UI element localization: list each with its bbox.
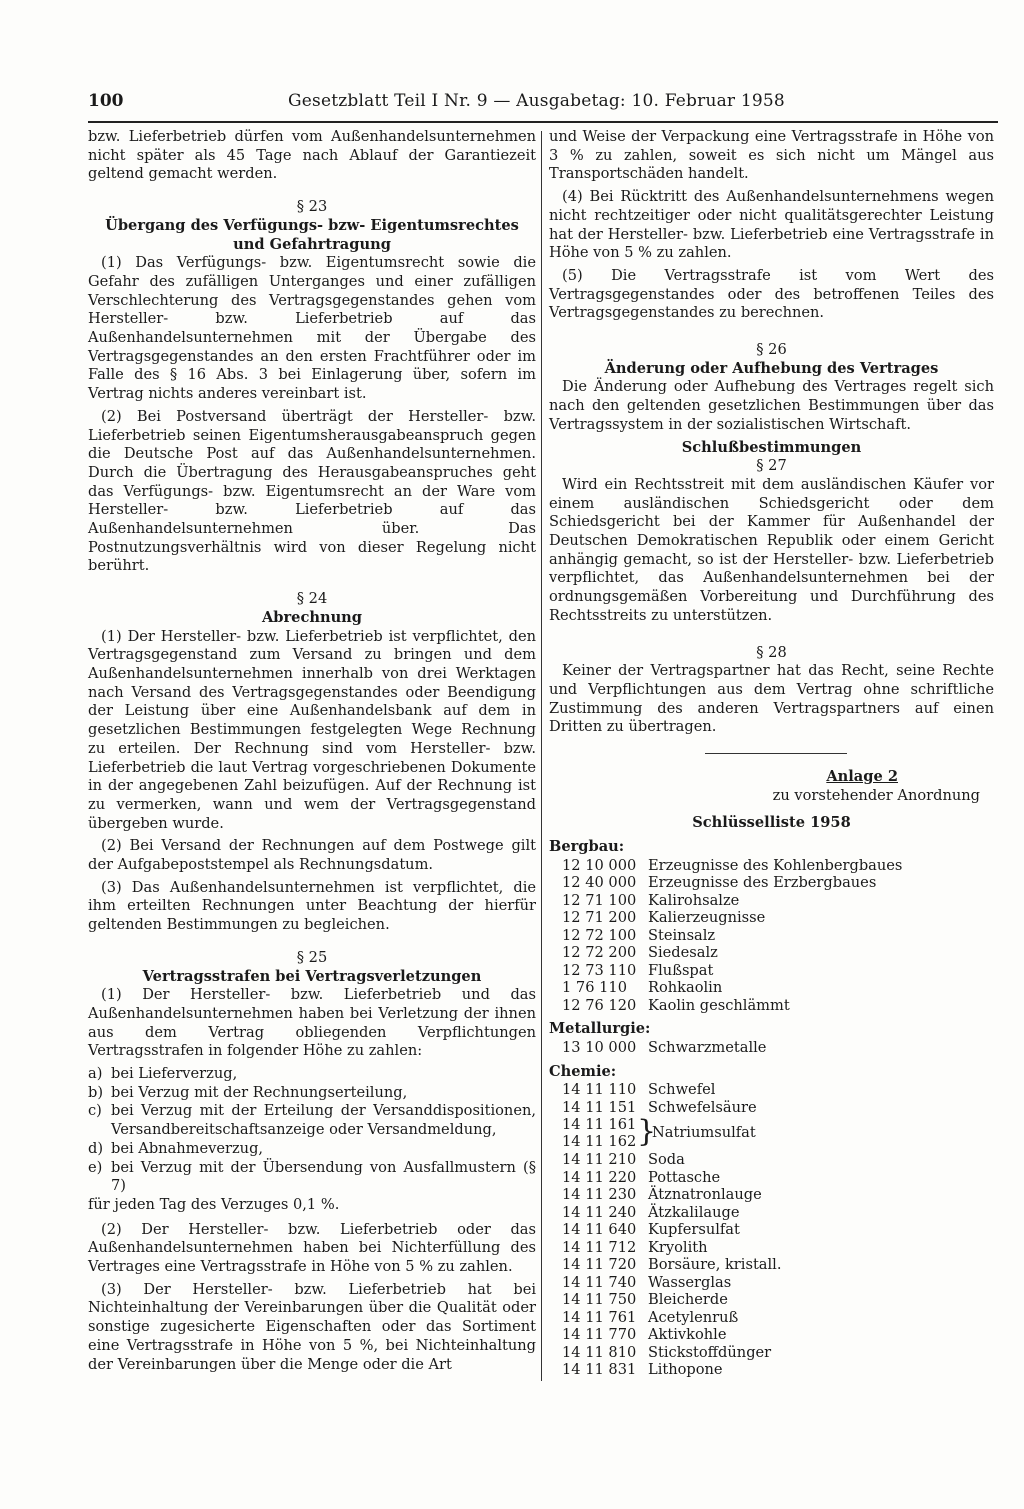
key-row: 12 72 200 Siedesalz xyxy=(562,944,718,962)
paragraph: (3) Der Hersteller- bzw. Lieferbetrieb hat bei Nichteinhaltung der Vereinbarungen über die Qualität oder sonstige zugesicherte Eigenschaften oder das Sortiment eine Vertragsstrafe in Höhe von 5 %, bei Nichteinhaltung der Vereinbarungen über die Menge oder die Art xyxy=(88,1280,536,1373)
section-25 xyxy=(88,949,536,1374)
section-number: § 24 xyxy=(296,590,328,608)
key-row: 13 10 000 Schwarzmetalle xyxy=(562,1039,767,1057)
key-row: 14 11 770 Aktivkohle xyxy=(562,1326,727,1344)
paragraph: (4) Bei Rücktritt des Außenhandelsunternehmens wegen nicht rechtzeitiger oder nicht qualitätsgerechter Leistung hat der Hersteller- bzw. Lieferbetrieb eine Vertragsstrafe in Höhe von 5 % zu zahlen. xyxy=(549,188,994,262)
key-row: 14 11 740 Wasserglas xyxy=(562,1273,732,1291)
section-title: Änderung oder Aufhebung des Vertrages xyxy=(604,359,939,377)
section-title: Abrechnung xyxy=(261,608,363,626)
paragraph: (3) Das Außenhandelsunternehmen ist verpflichtet, die ihm erteilten Rechnungen unter Beachtung der hierfür geltenden Bestimmungen zu begleichen. xyxy=(88,878,536,934)
key-row: 12 73 110 Flußspat xyxy=(562,961,714,979)
continued-paragraph: und Weise der Verpackung eine Vertragsstrafe in Höhe von 3 % zu zahlen, soweit es sich nicht um Mängel aus Transportschäden handelt. xyxy=(549,128,994,183)
key-row: 14 11 210 Soda xyxy=(562,1151,685,1169)
key-row: 12 40 000 Erzeugnisse des Erzbergbaues xyxy=(562,874,877,892)
list-item: a) bei Lieferverzug, xyxy=(88,1065,238,1083)
key-row: 1 76 110 Rohkaolin xyxy=(562,979,723,997)
key-row: 14 11 810 Stickstoffdünger xyxy=(562,1343,772,1361)
section-26 xyxy=(549,341,994,435)
intro-paragraph: bzw. Lieferbetrieb dürfen vom Außenhandelsunternehmen nicht später als 45 Tage nach Ablauf der Garantiezeit geltend gemacht werden. xyxy=(88,128,536,183)
group-label-metallurgie: Metallurgie: xyxy=(549,1020,651,1038)
group-label-chemie: Chemie: xyxy=(549,1062,617,1080)
final-provisions-heading: Schlußbestimmungen xyxy=(681,438,862,456)
key-list-title: Schlüsselliste 1958 xyxy=(692,813,851,831)
key-row: 12 71 200 Kalierzeugnisse xyxy=(562,909,766,927)
key-row: 14 11 220 Pottasche xyxy=(562,1168,721,1186)
paragraph: (1) Der Hersteller- bzw. Lieferbetrieb ist verpflichtet, den Vertragsgegenstand zum Versand zu bringen und dem Außenhandelsunternehmen innerhalb von drei Werktagen nach Versand des Vertragsgegenstandes oder Beendigung der Leistung über eine Außenhandelsbank auf dem in gesetzlichen Bestimmungen festgelegten Wege Rechnung zu erteilen. Der Rechnung sind vom Hersteller- bzw. Lieferbetrieb die laut Vertrag vorgeschriebenen Dokumente in der angegebenen Zahl beizufügen. Auf der Rechnung ist zu vermerken, wann und wem der Vertragsgegenstand übergeben wurde. xyxy=(88,627,536,832)
left-column xyxy=(88,128,536,1378)
section-title: Vertragsstrafen bei Vertragsverletzungen xyxy=(142,967,482,985)
section-number: § 23 xyxy=(296,198,328,216)
paragraph: (2) Bei Versand der Rechnungen auf dem Postwege gilt der Aufgabepoststempel als Rechnungsdatum. xyxy=(88,837,536,874)
paragraph: (1) Der Hersteller- bzw. Lieferbetrieb und das Außenhandelsunternehmen haben bei Verletzung der ihnen aus dem Vertrag obliegenden Verpflichtungen Vertragsstrafen in folgender Höhe zu zahlen: xyxy=(88,986,536,1060)
key-row-braced: 14 11 161 14 11 162 } Natriumsulfat xyxy=(562,1114,756,1151)
annex-title: Anlage 2 xyxy=(826,768,898,786)
paragraph: Wird ein Rechtsstreit mit dem ausländischen Käufer vor einem ausländischen Schiedsgericht oder dem Schiedsgericht bei der Kammer für Außenhandel der Deutschen Demokratischen Republik oder einem Gericht anhängig gemacht, so ist der Hersteller- bzw. Lieferbetrieb verpflichtet, das Außenhandelsunternehmen bei der ordnungsgemäßen Vorbereitung und Durchführung des Rechtsstreits zu unterstützen. xyxy=(549,475,994,624)
section-23 xyxy=(88,198,536,576)
page-header xyxy=(88,86,788,116)
paragraph: (1) Das Verfügungs- bzw. Eigentumsrecht sowie die Gefahr des zufälligen Unterganges und einer zufälligen Verschlechterung des Vertragsgegenstandes gehen vom Hersteller- bzw. Lieferbetrieb auf das Außenhandelsunternehmen mit der Übergabe des Vertragsgegenstandes an den ersten Frachtführer oder im Falle des § 16 Abs. 3 bei Einlagerung über, sofern im Vertrag nichts anderes vereinbart ist. xyxy=(88,254,536,403)
paragraph: (2) Der Hersteller- bzw. Lieferbetrieb oder das Außenhandelsunternehmen haben bei Nichterfüllung des Vertrages eine Vertragsstrafe in Höhe von 5 % zu zahlen. xyxy=(88,1220,536,1276)
paragraph: (2) Bei Postversand überträgt der Hersteller- bzw. Lieferbetrieb seinen Eigentumsherausgabeanspruch gegen die Deutsche Post auf das Außenhandelsunternehmen. Durch die Übertragung des Herausgabeanspruches geht das Verfügungs- bzw. Eigentumsrecht an der Ware vom Hersteller- bzw. Lieferbetrieb auf das Außenhandelsunternehmen über. Das Postnutzungsverhältnis wird von dieser Regelung nicht berührt. xyxy=(88,407,536,575)
list-item: d) bei Abnahmeverzug, xyxy=(88,1139,264,1157)
penalty-list xyxy=(88,1065,536,1196)
key-row: 14 11 712 Kryolith xyxy=(562,1238,708,1256)
list-item: b) bei Verzug mit der Rechnungserteilung, xyxy=(88,1083,408,1101)
section-number: § 28 xyxy=(756,643,787,661)
right-column xyxy=(549,128,994,1379)
key-row: 14 11 831 Lithopone xyxy=(562,1361,723,1379)
paragraph: Die Änderung oder Aufhebung des Vertrages regelt sich nach den geltenden gesetzlichen Bestimmungen über das Vertragssystem in der sozialistischen Wirtschaft. xyxy=(549,378,994,433)
key-row: 14 11 750 Bleicherde xyxy=(562,1291,728,1309)
annex-subtitle: zu vorstehender Anordnung xyxy=(772,786,980,804)
header-rule xyxy=(88,121,998,123)
key-row: 14 11 240 Ätzkalilauge xyxy=(562,1203,740,1221)
section-number: § 25 xyxy=(296,948,328,966)
section-title-cont: und Gefahrtragung xyxy=(233,235,391,253)
section-24 xyxy=(88,590,536,935)
key-row: 12 10 000 Erzeugnisse des Kohlenbergbaues xyxy=(562,856,903,874)
key-list-chemie xyxy=(549,1081,994,1379)
key-row: 14 11 640 Kupfersulfat xyxy=(562,1221,740,1239)
section-27 xyxy=(549,457,994,625)
key-row: 12 71 100 Kalirohsalze xyxy=(562,891,740,909)
key-list-metallurgie xyxy=(549,1039,994,1057)
rate-line: für jeden Tag des Verzuges 0,1 %. xyxy=(88,1195,340,1213)
paragraph: Keiner der Vertragspartner hat das Recht, seine Rechte und Verpflichtungen aus dem Vertrag ohne schriftliche Zustimmung des anderen Vertragspartners auf einen Dritten zu übertragen. xyxy=(549,662,994,736)
brace-icon: } xyxy=(637,1114,657,1150)
paragraph: (5) Die Vertragsstrafe ist vom Wert des Vertragsgegenstandes oder des betroffenen Teiles des Vertragsgegenstandes zu berechnen. xyxy=(549,266,994,322)
section-28 xyxy=(549,644,994,738)
key-row: 12 72 100 Steinsalz xyxy=(562,926,716,944)
key-row: 14 11 720 Borsäure, kristall. xyxy=(562,1256,782,1274)
running-title: Gesetzblatt Teil I Nr. 9 — Ausgabetag: 10. Februar 1958 xyxy=(288,91,785,111)
key-row: 14 11 151 Schwefelsäure xyxy=(562,1098,757,1116)
key-list-bergbau xyxy=(549,857,994,1015)
section-number: § 27 xyxy=(756,457,787,475)
section-divider xyxy=(705,753,847,754)
column-divider xyxy=(541,131,542,1381)
page-number: 100 xyxy=(88,91,124,111)
key-row: 14 11 230 Ätznatronlauge xyxy=(562,1186,762,1204)
list-item: c) bei Verzug mit der Erteilung der Versanddispositionen, Versandbereitschaftsanzeige oder Versandmeldung, xyxy=(88,1102,536,1139)
section-number: § 26 xyxy=(756,341,787,359)
key-row: 14 11 761 Acetylenruß xyxy=(562,1308,739,1326)
key-row: 12 76 120 Kaolin geschlämmt xyxy=(562,996,790,1014)
key-row: 14 11 110 Schwefel xyxy=(562,1081,716,1099)
list-item: e) bei Verzug mit der Übersendung von Ausfallmustern (§ 7) xyxy=(88,1158,536,1195)
group-label-bergbau: Bergbau: xyxy=(549,838,625,856)
section-title: Übergang des Verfügungs- bzw- Eigentumsrechtes xyxy=(105,216,519,234)
